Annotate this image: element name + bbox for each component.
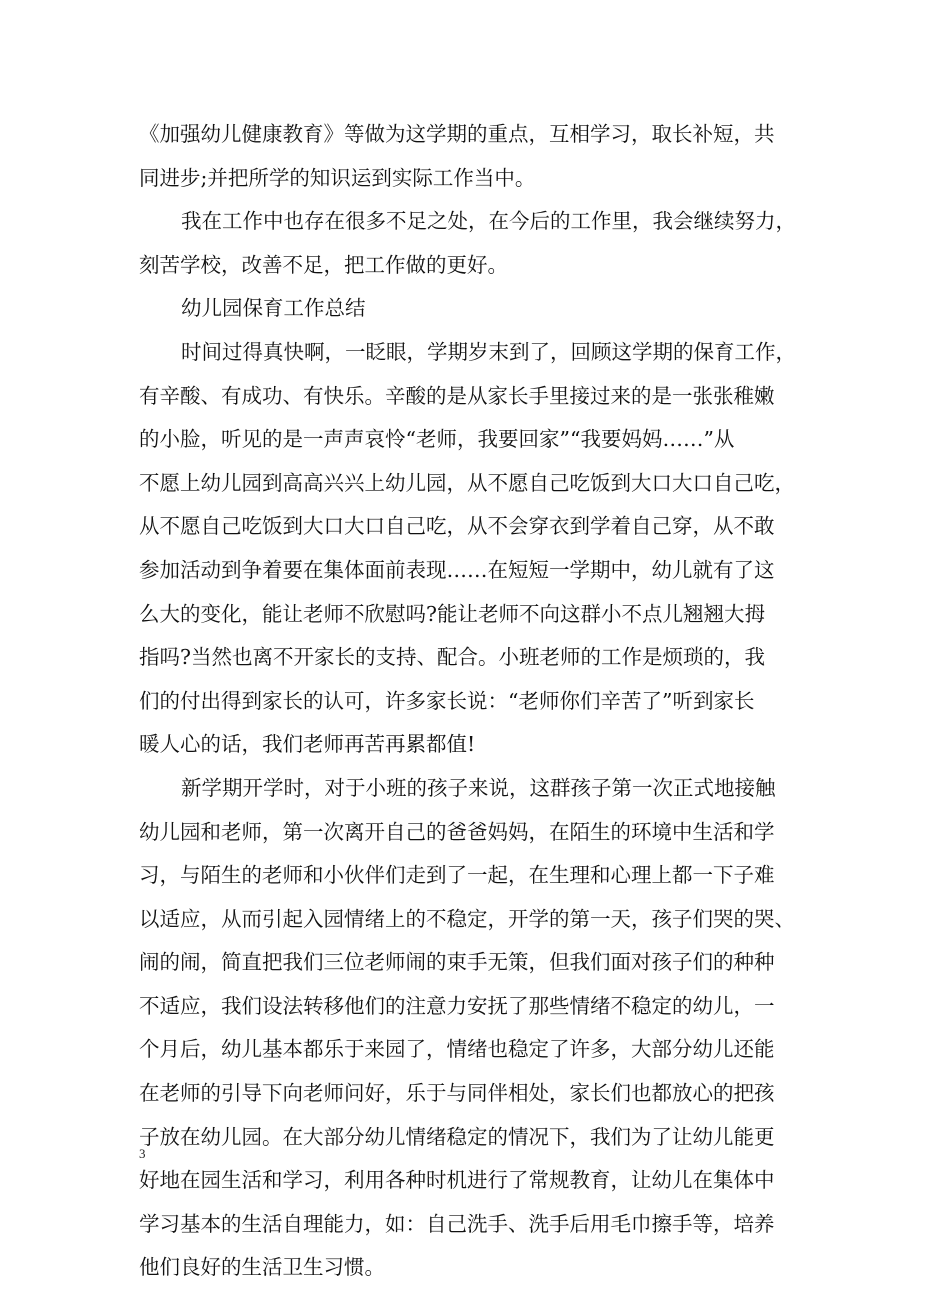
text-line: 幼儿园和老师，第一次离开自己的爸爸妈妈，在陌生的环境中生活和学: [139, 819, 775, 844]
text-line: 我在工作中也存在很多不足之处，在今后的工作里，我会继续努力，: [181, 209, 796, 234]
text-line: 个月后，幼儿基本都乐于来园了，情绪也稳定了许多，大部分幼儿还能: [139, 1037, 775, 1062]
text-line: 好地在园生活和学习，利用各种时机进行了常规教育，让幼儿在集体中: [139, 1168, 775, 1193]
text-line: 闹的闹，简直把我们三位老师闹的束手无策，但我们面对孩子们的种种: [139, 950, 775, 975]
text-line: 参加活动到争着要在集体面前表现……在短短一学期中，幼儿就有了这: [139, 557, 775, 582]
text-line: 指吗?当然也离不开家长的支持、配合。小班老师的工作是烦琐的，我: [139, 645, 765, 670]
text-line: 刻苦学校，改善不足，把工作做的更好。: [139, 252, 508, 277]
text-line: 子放在幼儿园。在大部分幼儿情绪稳定的情况下，我们为了让幼儿能更: [139, 1124, 775, 1149]
text-line: 他们良好的生活卫生习惯。: [139, 1255, 385, 1280]
text-line: 习，与陌生的老师和小伙伴们走到了一起，在生理和心理上都一下子难: [139, 863, 775, 888]
text-line: 幼儿园保育工作总结: [181, 296, 366, 321]
text-line: 时间过得真快啊，一眨眼，学期岁末到了，回顾这学期的保育工作，: [181, 339, 796, 364]
text-line: 《加强幼儿健康教育》等做为这学期的重点，互相学习，取长补短，共: [139, 122, 775, 146]
text-line: 不愿上幼儿园到高高兴兴上幼儿园，从不愿自己吃饭到大口大口自己吃，: [139, 470, 795, 495]
text-line: 有辛酸、有成功、有快乐。辛酸的是从家长手里接过来的是一张张稚嫩: [139, 383, 775, 408]
document-body: [139, 113, 819, 1290]
text-line: 学习基本的生活自理能力，如：自己洗手、洗手后用毛巾擦手等，培养: [139, 1211, 775, 1236]
text-line: 从不愿自己吃饭到大口大口自己吃，从不会穿衣到学着自己穿，从不敢: [139, 514, 775, 539]
text-line: 么大的变化，能让老师不欣慰吗?能让老师不向这群小不点儿翘翘大拇: [139, 601, 765, 626]
text-line: 同进步;并把所学的知识运到实际工作当中。: [139, 165, 536, 190]
text-line: 暖人心的话，我们老师再苦再累都值!: [139, 732, 476, 757]
page-number: 3: [139, 1146, 146, 1161]
text-line: 不适应，我们设法转移他们的注意力安抚了那些情绪不稳定的幼儿，一: [139, 993, 775, 1018]
text-line: 新学期开学时，对于小班的孩子来说，这群孩子第一次正式地接触: [181, 775, 776, 800]
text-line: 的小脸，听见的是一声声哀怜“老师，我要回家”“我要妈妈……”从: [139, 427, 735, 452]
text-line: 以适应，从而引起入园情绪上的不稳定，开学的第一天，孩子们哭的哭、: [139, 906, 795, 931]
text-line: 们的付出得到家长的认可，许多家长说：“老师你们辛苦了”听到家长: [139, 688, 755, 713]
text-line: 在老师的引导下向老师问好，乐于与同伴相处，家长们也都放心的把孩: [139, 1081, 775, 1106]
